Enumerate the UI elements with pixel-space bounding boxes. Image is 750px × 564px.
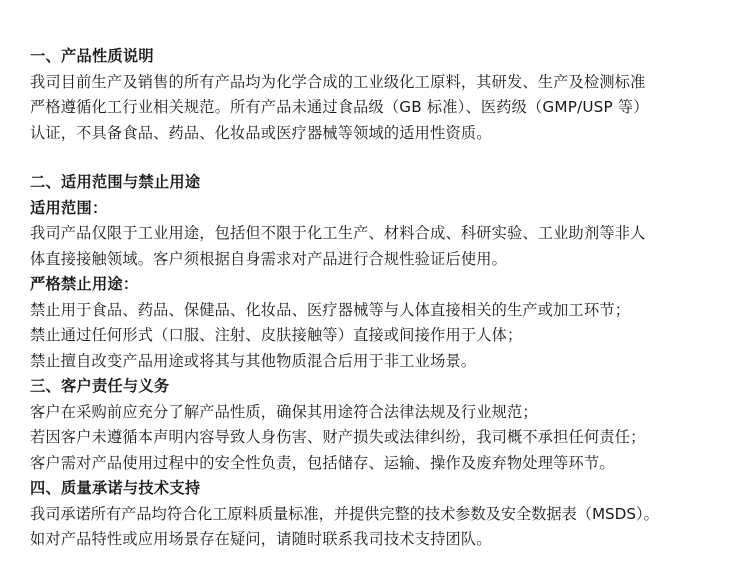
section-heading-quality-commitment: 四、质量承诺与技术支持 xyxy=(30,479,201,497)
document-body xyxy=(30,44,724,553)
paragraph-line: 体直接接触领域。客户须根据自身需求对产品进行合规性验证后使用。 xyxy=(30,249,508,268)
paragraph-line: 我司目前生产及销售的所有产品均为化学合成的工业级化工原料，其研发、生产及检测标准 xyxy=(30,72,646,91)
section-spacer xyxy=(30,146,724,170)
paragraph-line: 认证，不具备食品、药品、化妆品或医疗器械等领域的适用性资质。 xyxy=(30,123,492,142)
paragraph-line: 如对产品特性或应用场景存在疑问，请随时联系我司技术支持团队。 xyxy=(30,530,492,548)
subsection-heading-prohibited-uses: 严格禁止用途： xyxy=(30,275,139,293)
paragraph-line: 严格遵循化工行业相关规范。所有产品未通过食品级（GB 标准）、医药级（GMP/USP 等） xyxy=(30,98,649,116)
section-heading-customer-responsibilities: 三、客户责任与义务 xyxy=(30,377,170,395)
paragraph-line: 我司产品仅限于工业用途，包括但不限于化工生产、材料合成、科研实验、工业助剂等非人 xyxy=(30,224,646,242)
section-product-nature xyxy=(30,44,724,146)
section-customer-responsibilities xyxy=(30,374,724,476)
section-quality-commitment xyxy=(30,476,724,553)
subsection-heading-applicable-scope: 适用范围： xyxy=(30,198,108,217)
section-heading-product-nature: 一、产品性质说明 xyxy=(30,47,154,65)
section-heading-scope: 二、适用范围与禁止用途 xyxy=(30,173,201,191)
paragraph-line: 禁止擅自改变产品用途或将其与其他物质混合后用于非工业场景。 xyxy=(30,351,477,370)
paragraph-line: 我司承诺所有产品均符合化工原料质量标准，并提供完整的技术参数及安全数据表（MSDS）。 xyxy=(30,504,659,523)
paragraph-line: 客户需对产品使用过程中的安全性负责，包括储存、运输、操作及废弃物处理等环节。 xyxy=(30,453,615,472)
paragraph-line: 禁止通过任何形式（口服、注射、皮肤接触等）直接或间接作用于人体； xyxy=(30,326,523,344)
paragraph-line: 客户在采购前应充分了解产品性质，确保其用途符合法律法规及行业规范； xyxy=(30,402,538,421)
section-scope-and-prohibited-uses xyxy=(30,170,724,374)
paragraph-line: 禁止用于食品、药品、保健品、化妆品、医疗器械等与人体直接相关的生产或加工环节； xyxy=(30,300,631,319)
paragraph-line: 若因客户未遵循本声明内容导致人身伤害、财产损失或法律纠纷，我司概不承担任何责任； xyxy=(30,428,646,446)
